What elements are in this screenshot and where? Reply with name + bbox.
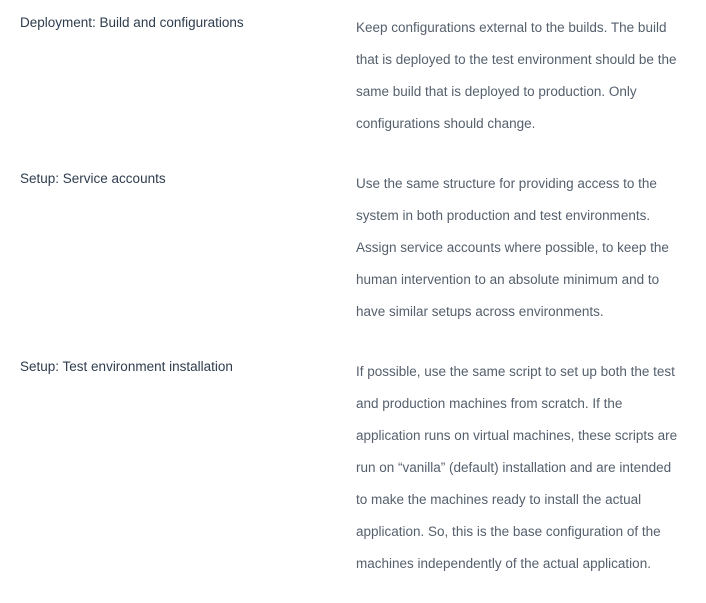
definition-description: If possible, use the same script to set up both the test and production machines from scratch. If the application runs on virtual machines, these scripts are run on “vanilla” (default) installation and are intended to make the machines ready to install the actual application. So, this is the base configuration of the machines independently of the actual application.	[356, 364, 678, 571]
definition-term: Setup: Test environment installation	[20, 359, 233, 374]
definition-term: Deployment: Build and configurations	[20, 15, 244, 30]
definition-description: Use the same structure for providing access to the system in both production and test environments. Assign service accounts where possible, to keep the human intervention to an absolute minimum and to have similar setups across environments.	[356, 176, 669, 319]
definition-row	[20, 356, 686, 580]
definition-row	[20, 12, 686, 140]
definition-description: Keep configurations external to the builds. The build that is deployed to the test environment should be the same build that is deployed to production. Only configurations should change.	[356, 20, 677, 131]
definition-row	[20, 168, 686, 328]
definition-term: Setup: Service accounts	[20, 171, 166, 186]
